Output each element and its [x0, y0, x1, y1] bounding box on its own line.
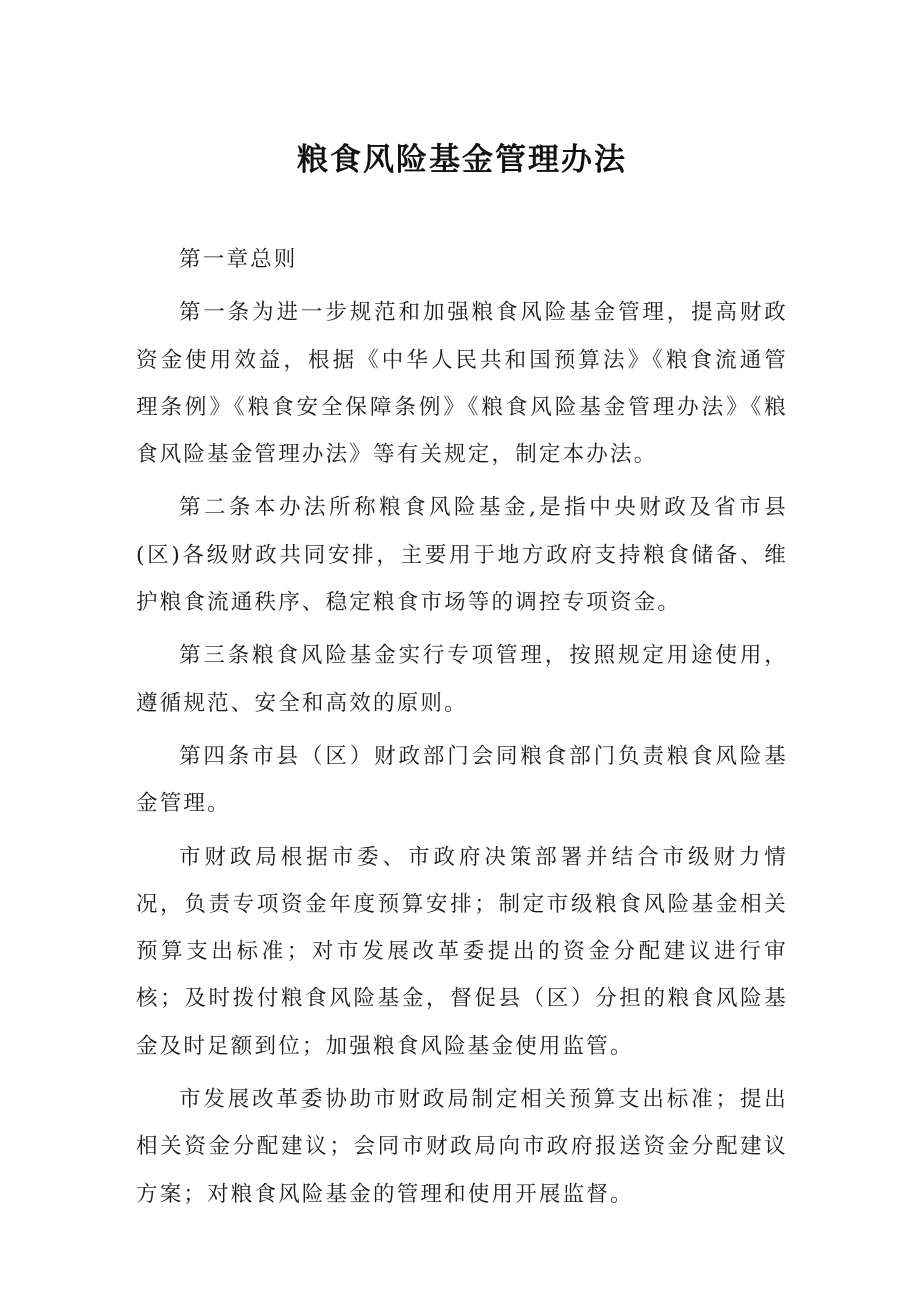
- article-4-paragraph: 第四条市县（区）财政部门会同粮食部门负责粮食风险基金管理。: [136, 743, 788, 817]
- article-1-paragraph: 第一条为进一步规范和加强粮食风险基金管理，提高财政资金使用效益，根据《中华人民共和国预算法》《粮食流通管理条例》《粮食安全保障条例》《粮食风险基金管理办法》《粮食风险基金管理办法》等有关规定，制定本办法。: [136, 300, 788, 468]
- document-page: [136, 140, 788, 1224]
- document-title: 粮食风险基金管理办法: [297, 142, 627, 178]
- article-2-paragraph: 第二条本办法所称粮食风险基金,是指中央财政及省市县(区)各级财政共同安排，主要用于地方政府支持粮食储备、维护粮食流通秩序、稳定粮食市场等的调控专项资金。: [136, 495, 788, 616]
- article-3-paragraph: 第三条粮食风险基金实行专项管理，按照规定用途使用，遵循规范、安全和高效的原则。: [136, 643, 788, 716]
- development-commission-duties-paragraph: 市发展改革委协助市财政局制定相关预算支出标准；提出相关资金分配建议；会同市财政局向市政府报送资金分配建议方案；对粮食风险基金的管理和使用开展监督。: [136, 1087, 788, 1207]
- chapter-heading: 第一章总则: [179, 247, 298, 272]
- finance-bureau-duties-paragraph: 市财政局根据市委、市政府决策部署并结合市级财力情况，负责专项资金年度预算安排；制定市级粮食风险基金相关预算支出标准；对市发展改革委提出的资金分配建议进行审核；及时拨付粮食风险基金，督促县（区）分担的粮食风险基金及时足额到位；加强粮食风险基金使用监管。: [136, 844, 788, 1059]
